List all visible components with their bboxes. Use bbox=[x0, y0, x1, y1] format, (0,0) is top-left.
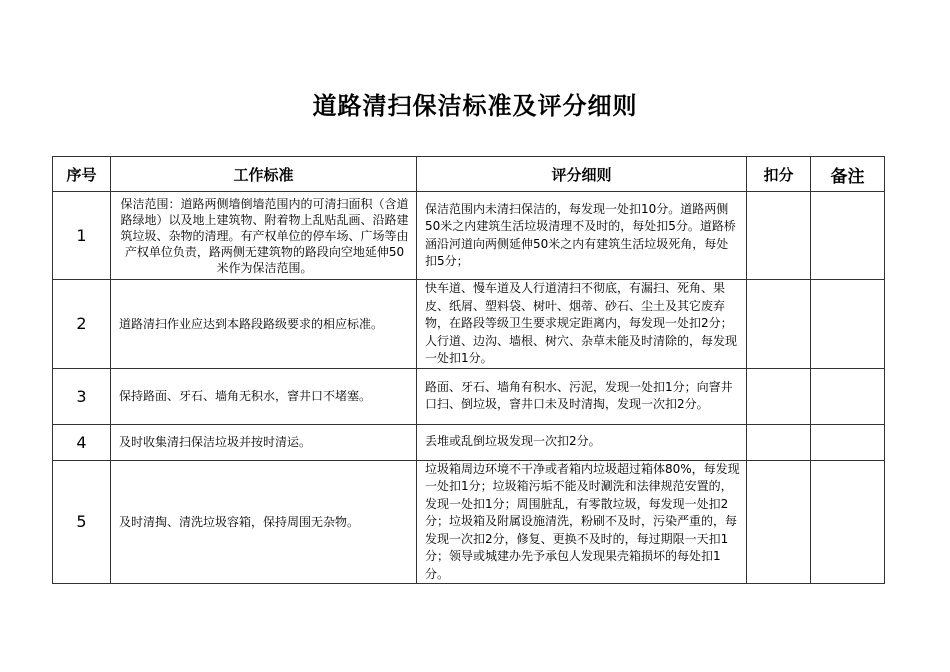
note-cell[interactable] bbox=[811, 368, 885, 424]
row-number: 5 bbox=[53, 460, 111, 584]
work-standard-cell: 保洁范围：道路两侧墙倒墙范围内的可清扫面积（含道路绿地）以及地上建筑物、附着物上乱贴乱画、沿路建筑垃圾、杂物的清理。有产权单位的停车场、广场等由产权单位负责，路两侧无建筑物的路段向空地延伸50米作为保洁范围。 bbox=[111, 192, 417, 280]
table-row bbox=[53, 192, 885, 280]
header-detail: 评分细则 bbox=[417, 157, 747, 192]
note-cell[interactable] bbox=[811, 192, 885, 280]
header-no: 序号 bbox=[53, 157, 111, 192]
deduction-cell[interactable] bbox=[747, 368, 811, 424]
document-title: 道路清扫保洁标准及评分细则 bbox=[312, 91, 638, 120]
table-header-row bbox=[53, 157, 885, 192]
work-standard-cell: 道路清扫作业应达到本路段路级要求的相应标准。 bbox=[111, 280, 417, 369]
scoring-table bbox=[52, 156, 885, 584]
table-row bbox=[53, 368, 885, 424]
row-number: 2 bbox=[53, 280, 111, 369]
table-row bbox=[53, 424, 885, 460]
note-cell[interactable] bbox=[811, 424, 885, 460]
work-standard-cell: 及时清掏、清洗垃圾容箱，保持周围无杂物。 bbox=[111, 460, 417, 584]
scoring-detail-cell: 丢堆或乱倒垃圾发现一次扣2分。 bbox=[417, 424, 747, 460]
header-standard: 工作标准 bbox=[111, 157, 417, 192]
table-row bbox=[53, 460, 885, 584]
deduction-cell[interactable] bbox=[747, 192, 811, 280]
header-note: 备注 bbox=[811, 157, 885, 192]
row-number: 3 bbox=[53, 368, 111, 424]
deduction-cell[interactable] bbox=[747, 424, 811, 460]
scoring-detail-cell: 路面、牙石、墙角有积水、污泥，发现一处扣1分；向窨井口扫、倒垃圾，窨井口未及时清掏，发现一次扣2分。 bbox=[417, 368, 747, 424]
row-number: 4 bbox=[53, 424, 111, 460]
scoring-detail-cell: 垃圾箱周边环境不干净或者箱内垃圾超过箱体80%，每发现一处扣1分；垃圾箱污垢不能及时涮洗和法律规范安置的，发现一处扣1分；周围脏乱，有零散垃圾，每发现一处扣2分；垃圾箱及附属设施清洗，粉刷不及时，污染严重的，每发现一次扣2分，修复、更换不及时的，每过期限一天扣1分；领导或城建办先予承包人发现果壳箱损坏的每处扣1分。 bbox=[417, 460, 747, 584]
scoring-detail-cell: 保洁范围内未清扫保洁的，每发现一处扣10分。道路两侧50米之内建筑生活垃圾清理不及时的，每处扣5分。道路桥涵沿河道向两侧延伸50米之内有建筑生活垃圾死角，每处扣5分； bbox=[417, 192, 747, 280]
table-row bbox=[53, 280, 885, 369]
work-standard-cell: 及时收集清扫保洁垃圾并按时清运。 bbox=[111, 424, 417, 460]
deduction-cell[interactable] bbox=[747, 460, 811, 584]
note-cell[interactable] bbox=[811, 280, 885, 369]
header-deduct: 扣分 bbox=[747, 157, 811, 192]
note-cell[interactable] bbox=[811, 460, 885, 584]
row-number: 1 bbox=[53, 192, 111, 280]
deduction-cell[interactable] bbox=[747, 280, 811, 369]
scoring-detail-cell: 快车道、慢车道及人行道清扫不彻底，有漏扫、死角、果皮、纸屑、塑料袋、树叶、烟蒂、砂石、尘土及其它废弃物，在路段等级卫生要求规定距离内，每发现一处扣2分；人行道、边沟、墙根、树穴、杂草未能及时清除的，每发现一处扣1分。 bbox=[417, 280, 747, 369]
work-standard-cell: 保持路面、牙石、墙角无积水，窨井口不堵塞。 bbox=[111, 368, 417, 424]
